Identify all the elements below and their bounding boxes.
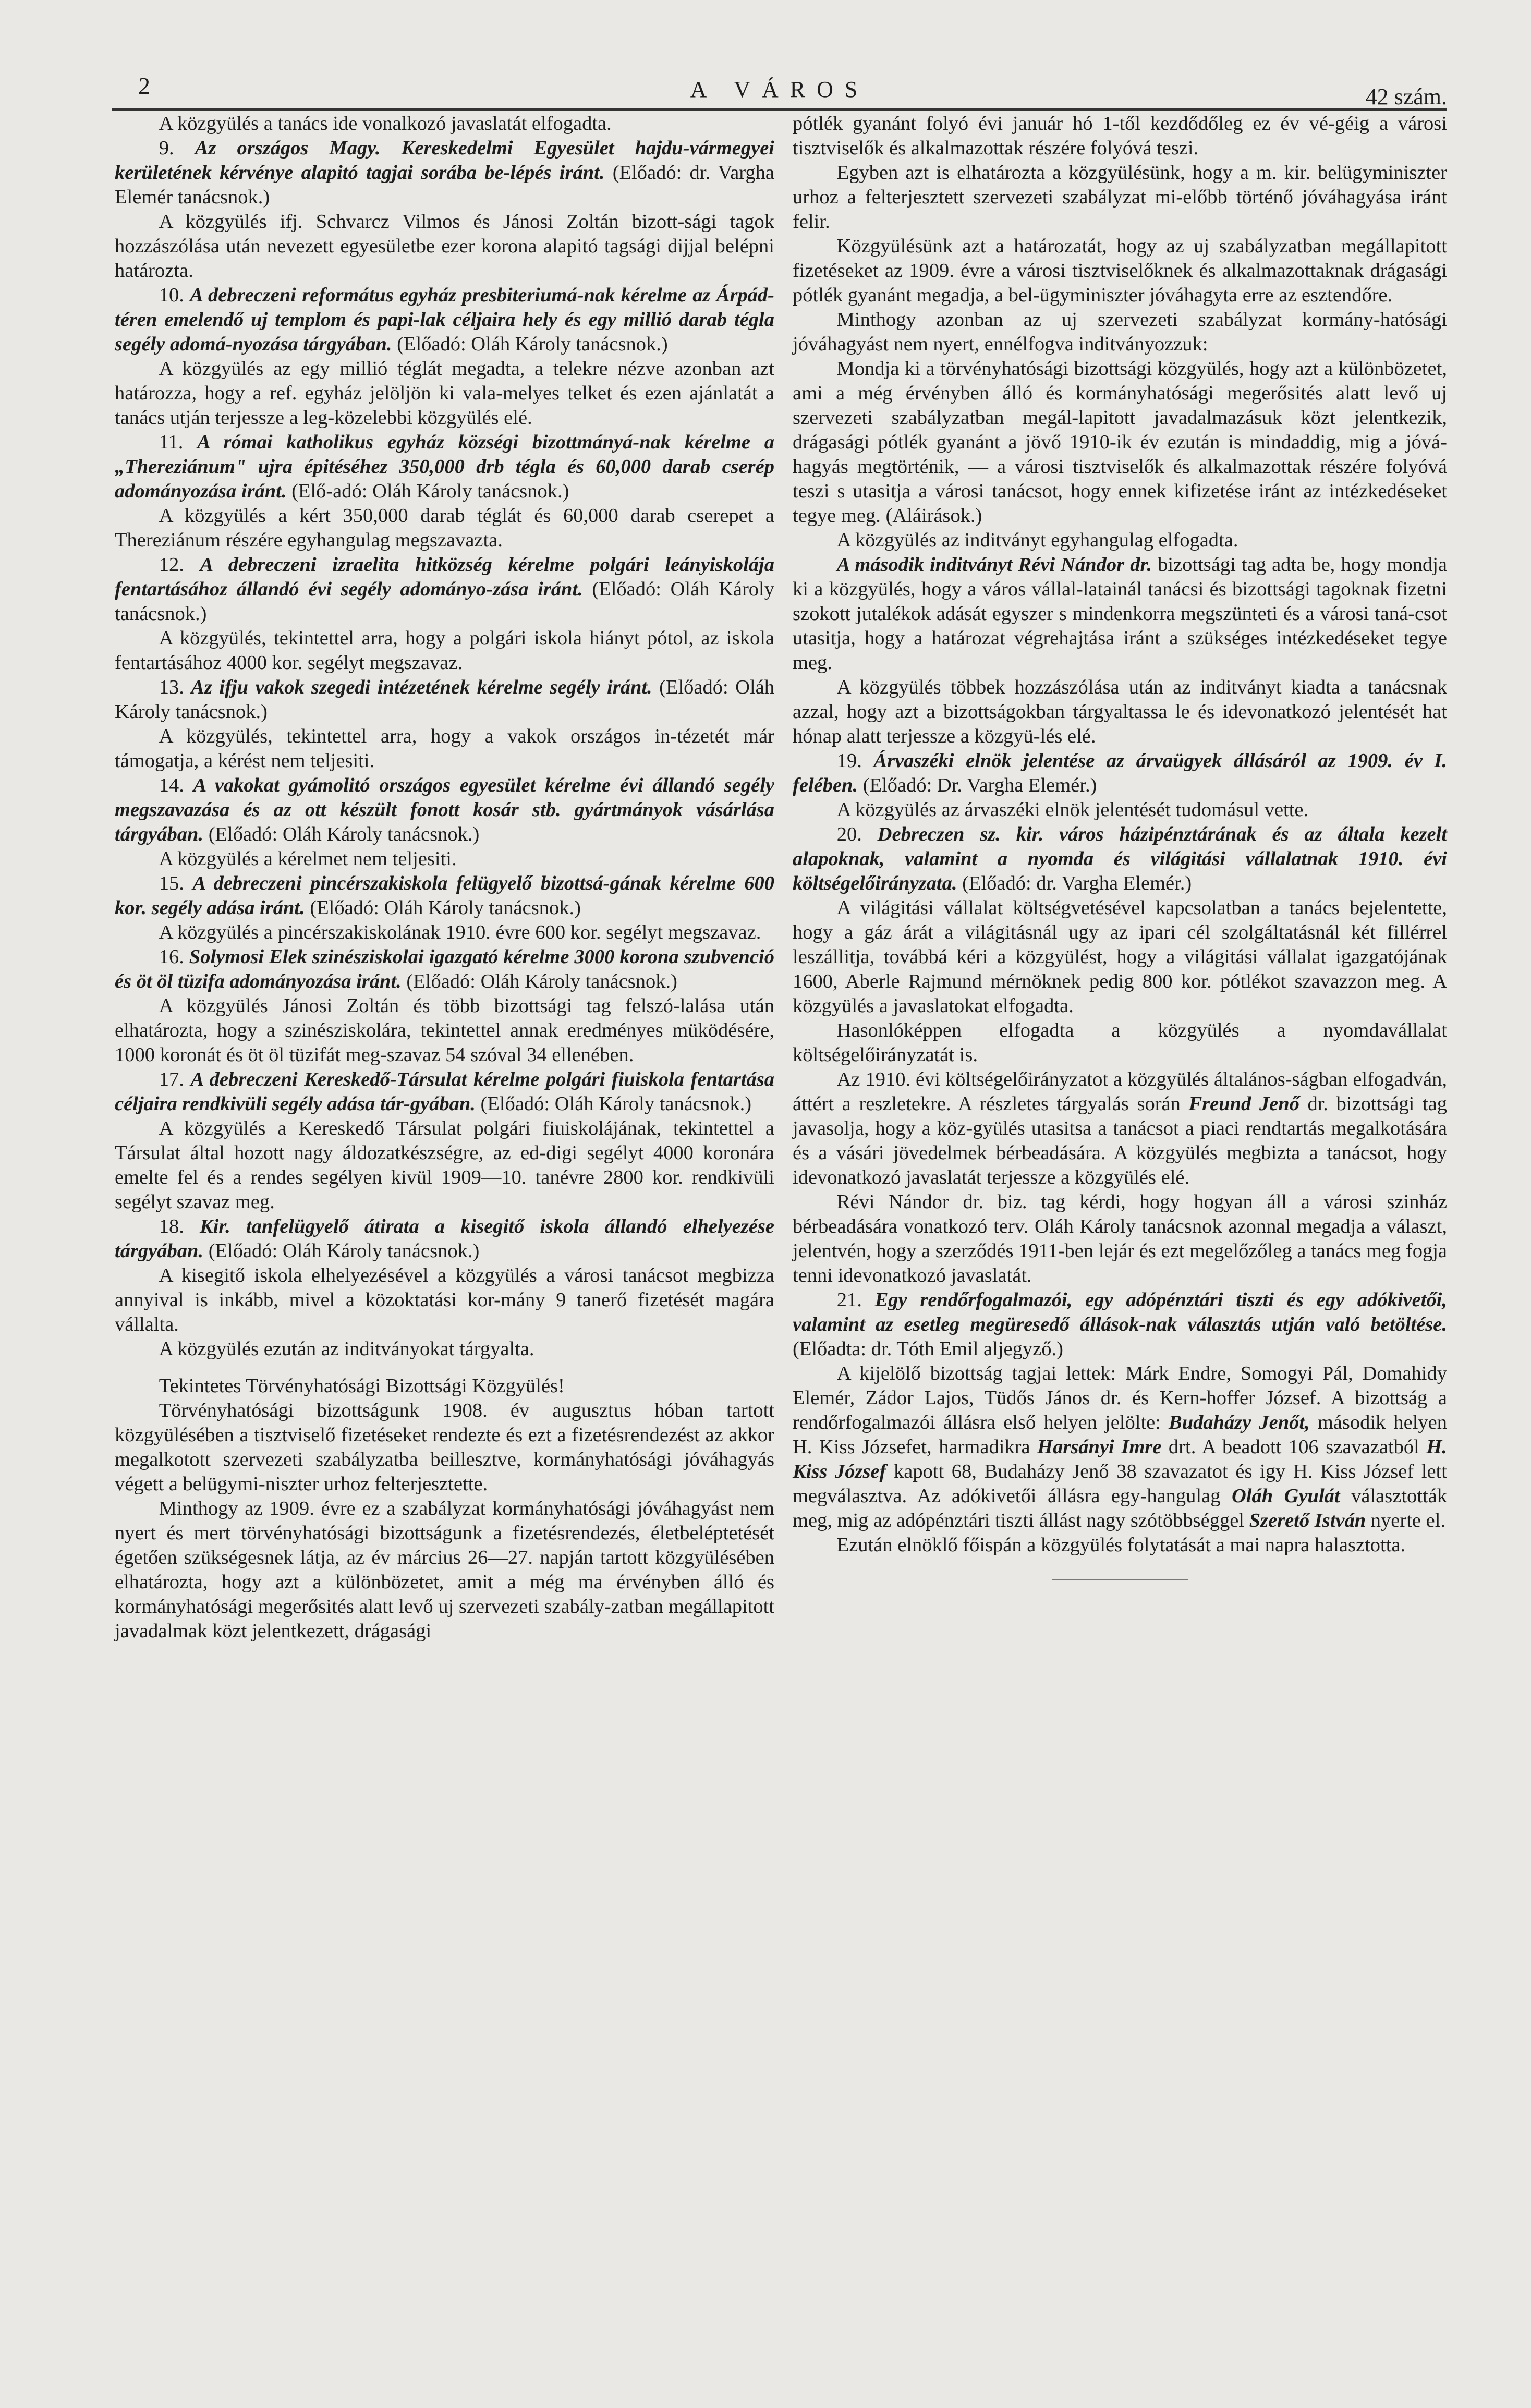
agenda-item-title: Harsányi Imre [1037, 1436, 1162, 1458]
text-run: 14. [159, 774, 193, 796]
text-run: (Előadó: Oláh Károly tanácsnok.) [115, 676, 775, 723]
paragraph [793, 675, 1447, 749]
agenda-item-title: A második inditványt Révi Nándor dr. [836, 554, 1152, 576]
paragraph [793, 234, 1447, 308]
paragraph [115, 871, 774, 920]
agenda-item-title: Budaházy Jenőt, [1169, 1412, 1310, 1433]
text-run: bizottsági tag adta be, hogy mondja ki a közgyülés, hogy a város vállal-latainál tanácsi és bizottsági tagoknak fizetni szokott jutalékok adását egyszer s mindenkorra megszünteti és a városi taná-csot utasitja, hogy a határozat végrehajtása iránt a szükséges intézkedéseket tegye meg. [793, 554, 1447, 674]
text-run: A közgyülés ifj. Schvarcz Vilmos és Jánosi Zoltán bizott-sági tagok hozzászólása után nevezett egyesületbe ezer korona alapitó tagsági dijjal belépni határozta. [115, 211, 774, 282]
text-run: A kisegitő iskola elhelyezésével a közgyülés a városi tanácsot megbizza annyival is inkább, mivel a közoktatási kor-mány 9 tanerő fizetését magára vállalta. [115, 1264, 774, 1335]
text-run: 20. [836, 823, 878, 845]
agenda-item-title: A vakokat gyámolitó országos egyesület kérelme évi állandó segély megszavazása és az ott készült fonott kosár stb. gyártmányok vásárlása tárgyában. [115, 774, 775, 845]
issue-number: 42 szám. [1365, 84, 1447, 110]
agenda-item-title: Árvaszéki elnök jelentése az árvaügyek állásáról az 1909. év I. felében. [793, 750, 1447, 796]
paragraph [115, 626, 774, 675]
agenda-item-title: Oláh Gyulát [1231, 1485, 1340, 1507]
text-run: 13. [159, 676, 191, 698]
text-run: A közgyülés az inditványt egyhangulag elfogadta. [836, 529, 1238, 551]
paragraph [793, 798, 1447, 822]
text-run: Hasonlóképpen elfogadta a közgyülés a nyomdavállalat költségelőirányzatát is. [793, 1019, 1447, 1066]
left-column [115, 112, 774, 1644]
text-run: Közgyülésünk azt a határozatát, hogy az uj szabályzatban megállapitott fizetéseket az 1909. évre a városi tisztviselőknek és alkalmazottaknak drágasági pótlék gyanánt megadja, a bel-ügyminiszter jóváhagyta erre az esztendőre. [793, 235, 1447, 306]
paragraph [115, 504, 774, 553]
text-run: A közgyülés a pincérszakiskolának 1910. évre 600 kor. segélyt megszavaz. [159, 921, 761, 943]
paragraph [793, 896, 1447, 1018]
text-run: második helyen H. Kiss Józsefet, harmadikra [793, 1412, 1447, 1458]
newspaper-title: A VÁROS [690, 77, 869, 102]
text-run: (Előadó: Oláh Károly tanácsnok.) [475, 1093, 752, 1115]
agenda-item-title: A debreczeni református egyház presbiteriumá-nak kérelme az Árpád-téren emelendő uj templom és papi-lak céljaira hely és egy millió darab tégla segély adomá-nyozása tárgyában. [115, 284, 775, 355]
text-run: választották meg, mig az adópénztári tiszti állást nagy szótöbbséggel [793, 1485, 1447, 1531]
text-run: 16. [159, 946, 189, 968]
paragraph [793, 749, 1447, 798]
paragraph [115, 430, 774, 504]
text-run: A közgyülés a kért 350,000 darab téglát és 60,000 darab cserepet a Thereziánum részére egyhangulag megszavazta. [115, 505, 774, 551]
paragraph [793, 1533, 1447, 1558]
agenda-item-title: A debreczeni Kereskedő-Társulat kérelme polgári fiuiskola fentartása céljaira rendkivüli segély adása tár-gyában. [115, 1068, 775, 1115]
paragraph [115, 1497, 774, 1644]
text-run: A közgyülés a kérelmet nem teljesiti. [159, 848, 457, 870]
page-header [112, 68, 1447, 115]
agenda-item-title: Solymosi Elek szinésziskolai igazgató kérelme 3000 korona szubvenció és öt öl tüzifa adományozása iránt. [115, 946, 775, 992]
text-run: A közgyülés a Kereskedő Társulat polgári fiuiskolájának, tekintettel a Társulat által hozott nagy áldozatkészségre, az ed-digi segélyt 4000 koronára emelte fel és a rendes segélyen kivül 1909—10. tanévre 2800 kor. rendkivüli segélyt szavaz meg. [115, 1117, 774, 1213]
text-run: Tekintetes Törvényhatósági Bizottsági Közgyülés! [159, 1375, 565, 1397]
text-run: (Előadó: Oláh Károly tanácsnok.) [203, 823, 480, 845]
paragraph [115, 724, 774, 773]
agenda-item-title: Egy rendőrfogalmazói, egy adópénztári tiszti és egy adókivetői, valamint az esetleg megüresedő állások-nak választás utján való betöltése. [793, 1289, 1447, 1335]
paragraph [115, 210, 774, 283]
text-run: (Előadó: Dr. Vargha Elemér.) [858, 774, 1097, 796]
text-run: A közgyülés Jánosi Zoltán és több bizottsági tag felszó-lalása után elhatározta, hogy a szinésziskolára, tekintettel annak eredményes müködésére, 1000 koronát és öt öl tüzifát meg-szavaz 54 szóval 34 ellenében. [115, 995, 774, 1066]
paragraph [115, 1214, 774, 1263]
paragraph [115, 1337, 774, 1361]
paragraph [793, 822, 1447, 896]
text-run: 17. [159, 1068, 191, 1090]
text-run: Minthogy az 1909. évre ez a szabályzat kormányhatósági jóváhagyást nem nyert és mert törvényhatósági bizottságunk a fizetésrendezés, életbeléptetését égetően szükségesnek látja, az év március 26—27. napján tartott közgyülésében elhatározta, hogy azt a különbözetet, amit a még ma érvényben álló és kormányhatósági megerősités alatt levő uj szervezeti szabály-zatban megállapitott javadalmak közt jelentkezett, drágasági [115, 1498, 774, 1642]
text-run: Mondja ki a törvényhatósági bizottsági közgyülés, hogy azt a különbözetet, ami a még érvényben álló és kormányhatósági megerősités alatt levő uj szervezeti szabályzatban megál-lapitott javadalmazásuk közt jelentkezik, drágasági pótlék gyanánt a jövő 1910-ik év ezután is mindaddig, mig a jóvá-hagyás megtörténik, — a városi tisztviselők és alkalmazottak részére folyóvá teszi s utasitja a városi tanácsot, hogy ennek kifizetése iránt az intézkedéseket tegye meg. (Aláirások.) [793, 358, 1447, 527]
paragraph [115, 920, 774, 945]
paragraph [115, 1263, 774, 1337]
text-run: (Előadó: Oláh Károly tanácsnok.) [305, 897, 581, 919]
text-run: Minthogy azonban az uj szervezeti szabályzat kormány-hatósági jóváhagyást nem nyert, ennélfogva inditványozzuk: [793, 309, 1447, 355]
text-run: 21. [836, 1289, 875, 1311]
text-run: (Előadó: Oláh Károly tanácsnok.) [392, 333, 668, 355]
text-run: A közgyülés többek hozzászólása után az inditványt kiadta a tanácsnak azzal, hogy azt a bizottságokban tárgyaltassa le és idevonatkozó jelentését hat hónap alatt terjessze a közgyü-lés elé. [793, 676, 1447, 747]
paragraph [115, 136, 774, 210]
paragraph [115, 847, 774, 871]
paragraph [793, 1190, 1447, 1288]
text-run: Az 1910. évi költségelőirányzatot a közgyülés általános-ságban elfogadván, áttért a reszletekre. A részletes tárgyalás során [793, 1068, 1447, 1115]
text-run: A közgyülés, tekintettel arra, hogy a vakok országos in-tézetét már támogatja, a kérést nem teljesiti. [115, 725, 774, 772]
agenda-item-title: Az országos Magy. Kereskedelmi Egyesület hajdu-vármegyei kerületének kérvénye alapitó tagjai sorába be-lépés iránt. [115, 137, 775, 184]
agenda-item-title: H. Kiss József [793, 1436, 1447, 1482]
text-run: Egyben azt is elhatározta a közgyülésünk, hogy a m. kir. belügyminiszter urhoz a felterjesztett szervezeti szabályzat mi-előbb történő jóváhagyása iránt felir. [793, 162, 1447, 233]
paragraph [115, 945, 774, 994]
text-run: 9. [159, 137, 195, 159]
paragraph [793, 553, 1447, 675]
text-run: A közgyülés, tekintettel arra, hogy a polgári iskola hiányt pótol, az iskola fentartásához 4000 kor. segélyt megszavaz. [115, 627, 774, 674]
agenda-item-title: Kir. tanfelügyelő átirata a kisegitő iskola állandó elhelyezése tárgyában. [115, 1215, 774, 1262]
agenda-item-title: A római katholikus egyház községi bizottmányá-nak kérelme a „Thereziánum" ujra épitéséhez 350,000 drb tégla és 60,000 darab cserép adományozása iránt. [115, 431, 774, 502]
paragraph [115, 1398, 774, 1497]
agenda-item-title: Debreczen sz. kir. város házipénztárának és az általa kezelt alapoknak, valamint a nyomda és világitási vállalatnak 1910. évi költségelőirányzata. [793, 823, 1447, 894]
text-run: A közgyülés az egy millió téglát megadta, a telekre nézve azonban azt határozza, hogy a ref. egyház jelöljön ki vala-melyes telket és ezen ajánlatát a tanács utján terjessze a leg-közelebbi közgyülés elé. [115, 358, 774, 429]
text-run: A világitási vállalat költségvetésével kapcsolatban a tanács bejelentette, hogy a gáz árát a világitásnál ugy az ipari cél szolgáltatásnál két fillérrel leszállitja, továbbá kéri a közgyülést, hogy a világitási vállalat igazgatójának 1600, Aberle Rajmund mérnöknek pedig 800 kor. pótlékot szavazzon meg. A közgyülés a javaslatokat elfogadta. [793, 897, 1447, 1017]
right-column [793, 112, 1447, 1580]
paragraph [115, 283, 774, 357]
text-run: A közgyülés ezután az inditványokat tárgyalta. [159, 1338, 534, 1360]
paragraph [793, 1018, 1447, 1067]
text-run: 18. [159, 1215, 200, 1237]
text-run: 12. [159, 554, 200, 576]
text-run: (Előadó: dr. Vargha Elemér.) [957, 872, 1192, 894]
text-run: drt. A beadott 106 szavazatból [1161, 1436, 1427, 1458]
text-run: (Előadó: dr. Vargha Elemér tanácsnok.) [115, 162, 774, 208]
paragraph [115, 112, 774, 136]
text-run: A kijelölő bizottság tagjai lettek: Márk Endre, Somogyi Pál, Domahidy Elemér, Zádor Lajos, Tüdős János dr. és Kern-hoffer József. A bizottság a rendőrfogalmazói állásra első helyen jelölte: [793, 1363, 1447, 1433]
agenda-item-title: A debreczeni pincérszakiskola felügyelő bizottsá-gának kérelme 600 kor. segély adása iránt. [115, 872, 774, 919]
paragraph [115, 773, 774, 847]
text-run: kapott 68, Budaházy Jenő 38 szavazatot és igy H. Kiss József lett megválasztva. Az adókivetői állásra egy-hangulag [793, 1461, 1447, 1507]
paragraph [793, 308, 1447, 357]
paragraph [115, 1067, 774, 1116]
text-run: (Elő-adó: Oláh Károly tanácsnok.) [286, 480, 569, 502]
page-number: 2 [138, 72, 150, 99]
paragraph [793, 112, 1447, 161]
text-run: Révi Nándor dr. biz. tag kérdi, hogy hogyan áll a városi szinház bérbeadására vonatkozó terv. Oláh Károly tanácsnok azonnal megadja a választ, jelentvén, hogy a szerződés 1911-ben lejár és ezt megelőzőleg a tanács meg fogja tenni idevonatkozó javaslatát. [793, 1191, 1447, 1286]
text-run: 11. [159, 431, 198, 453]
paragraph [793, 1288, 1447, 1361]
paragraph [115, 1116, 774, 1214]
agenda-item-title: Freund Jenő [1188, 1093, 1299, 1115]
text-run: pótlék gyanánt folyó évi január hó 1-től kezdődőleg ez év vé-géig a városi tisztviselők és alkalmazottak részére folyóvá teszi. [793, 113, 1447, 159]
paragraph [793, 528, 1447, 553]
text-run: (Előadó: Oláh Károly tanácsnok.) [401, 970, 677, 992]
paragraph [115, 675, 774, 724]
paragraph [793, 161, 1447, 234]
paragraph [115, 357, 774, 430]
header-rule [112, 108, 1447, 111]
text-run: (Előadó: Oláh Károly tanácsnok.) [203, 1240, 480, 1262]
paragraph [793, 1067, 1447, 1190]
paragraph [115, 553, 774, 626]
end-separator [1052, 1579, 1188, 1580]
text-run: 19. [836, 750, 874, 772]
text-run: 10. [159, 284, 190, 306]
text-run: A közgyülés a tanács ide vonalkozó javaslatát elfogadta. [159, 113, 612, 135]
agenda-item-title: A debreczeni izraelita hitközség kérelme polgári leányiskolája fentartásához állandó évi segély adományo-zása iránt. [115, 554, 775, 600]
text-run: dr. bizottsági tag javasolja, hogy a köz-gyülés utasitsa a tanácsot a piaci rendtartás megalkotására és a vásári jövedelmek bérbeadására. A közgyülés megbizta a tanácsot, hogy idevonatkozó javaslatát terjessze a közgyülés elé. [793, 1093, 1447, 1188]
agenda-item-title: Az ifju vakok szegedi intézetének kérelme segély iránt. [191, 676, 652, 698]
paragraph [115, 994, 774, 1067]
text-run: nyerte el. [1366, 1510, 1446, 1531]
text-run: Ezután elnöklő főispán a közgyülés folytatását a mai napra halasztotta. [836, 1534, 1406, 1556]
agenda-item-title: Szerető István [1249, 1510, 1366, 1531]
text-run: A közgyülés az árvaszéki elnök jelentését tudomásul vette. [836, 799, 1309, 821]
text-run: (Előadta: dr. Tóth Emil aljegyző.) [793, 1338, 1063, 1360]
text-run: Törvényhatósági bizottságunk 1908. év augusztus hóban tartott közgyülésében a tisztviselő fizetéseket rendezte és ezt a fizetésrendezést az akkor megalkotott szervezeti szabályzatba beillesztve, kormányhatósági jóváhagyás végett a belügymi-niszter urhoz felterjesztette. [115, 1400, 774, 1495]
paragraph [793, 357, 1447, 528]
paragraph [793, 1361, 1447, 1533]
text-run: 15. [159, 872, 193, 894]
paragraph [115, 1374, 774, 1398]
text-run: (Előadó: Oláh Károly tanácsnok.) [115, 578, 774, 625]
